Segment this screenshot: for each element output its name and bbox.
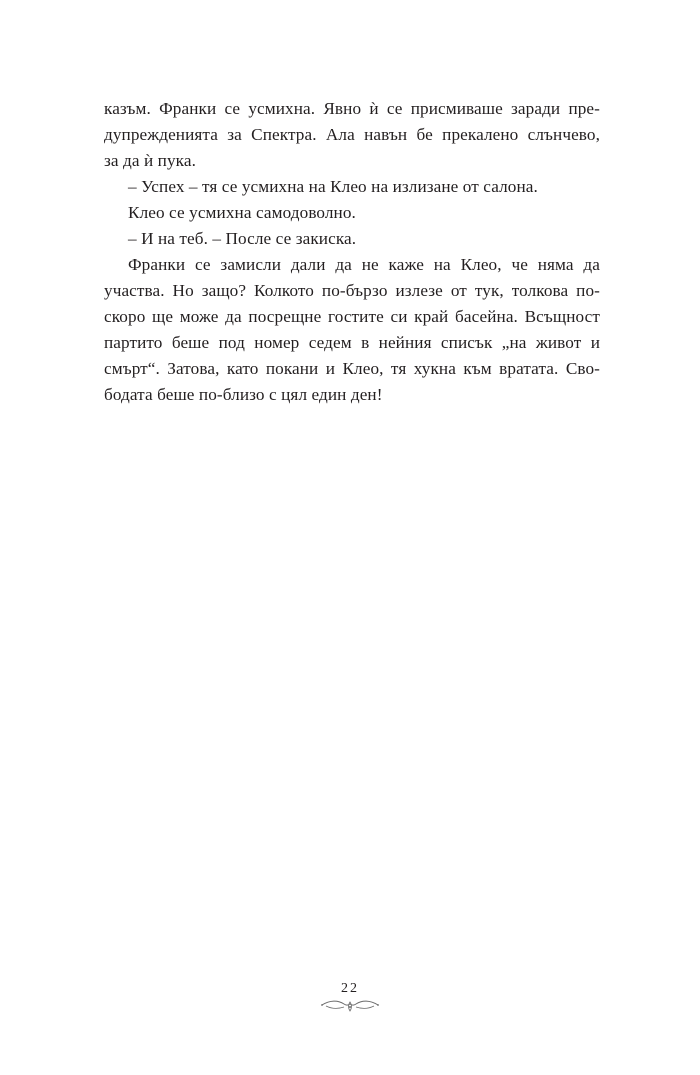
text-line: – Успех – тя се усмихна на Клео на излизане от салона. — [128, 177, 538, 196]
body-text — [104, 96, 600, 408]
text-line: участва. Но защо? Колкото по-бързо излезе от тук, толкова по- — [104, 281, 600, 300]
text-line: скоро ще може да посрещне гостите си край басейна. Всъщност — [104, 307, 600, 326]
text-line: Клео се усмихна самодоволно. — [128, 203, 356, 222]
page-number: 22 — [341, 981, 359, 996]
text-line: – И на теб. – После се закиска. — [128, 229, 357, 248]
text-line: дупрежденията за Спектра. Ала навън бе прекалено слънчево, — [104, 125, 600, 144]
flourish-ornament-icon — [318, 996, 382, 1014]
page-folio — [0, 981, 700, 997]
text-line: смърт“. Затова, като покани и Клео, тя хукна към вратата. Сво- — [104, 359, 600, 378]
text-line: бодата беше по-близо с цял един ден! — [104, 385, 383, 404]
text-line: за да ѝ пука. — [104, 151, 196, 170]
text-line: казъм. Франки се усмихна. Явно ѝ се присмиваше заради пре- — [104, 99, 600, 118]
text-line: партито беше под номер седем в нейния списък „на живот и — [104, 333, 600, 352]
text-line: Франки се замисли дали да не каже на Клео, че няма да — [128, 255, 600, 274]
